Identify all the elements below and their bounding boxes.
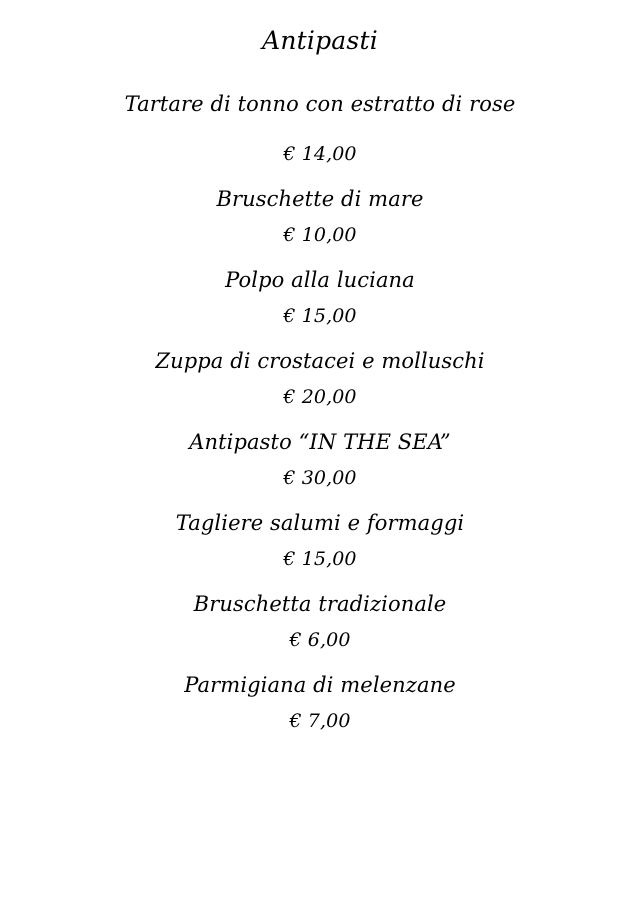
menu-item-price: € 30,00	[283, 467, 357, 489]
menu-item-price: € 10,00	[283, 224, 357, 246]
menu-item-name: Tartare di tonno con estratto di rose	[124, 92, 516, 116]
menu-item-name: Bruschetta tradizionale	[193, 592, 447, 616]
menu-item-name: Antipasto “IN THE SEA”	[189, 430, 451, 454]
menu-item-name: Bruschette di mare	[216, 187, 424, 211]
menu-item-name: Tagliere salumi e formaggi	[175, 511, 465, 535]
menu-item-name: Polpo alla luciana	[225, 268, 415, 292]
menu-title: Antipasti	[262, 26, 378, 55]
menu-item-price: € 20,00	[283, 386, 357, 408]
menu-item-name: Parmigiana di melenzane	[184, 673, 456, 697]
menu-item-price: € 15,00	[283, 305, 357, 327]
menu-item-price: € 6,00	[289, 629, 351, 651]
menu-item-name: Zuppa di crostacei e molluschi	[155, 349, 485, 373]
menu-item-price: € 14,00	[283, 143, 357, 165]
menu-item-price: € 7,00	[289, 710, 351, 732]
menu-item-price: € 15,00	[283, 548, 357, 570]
